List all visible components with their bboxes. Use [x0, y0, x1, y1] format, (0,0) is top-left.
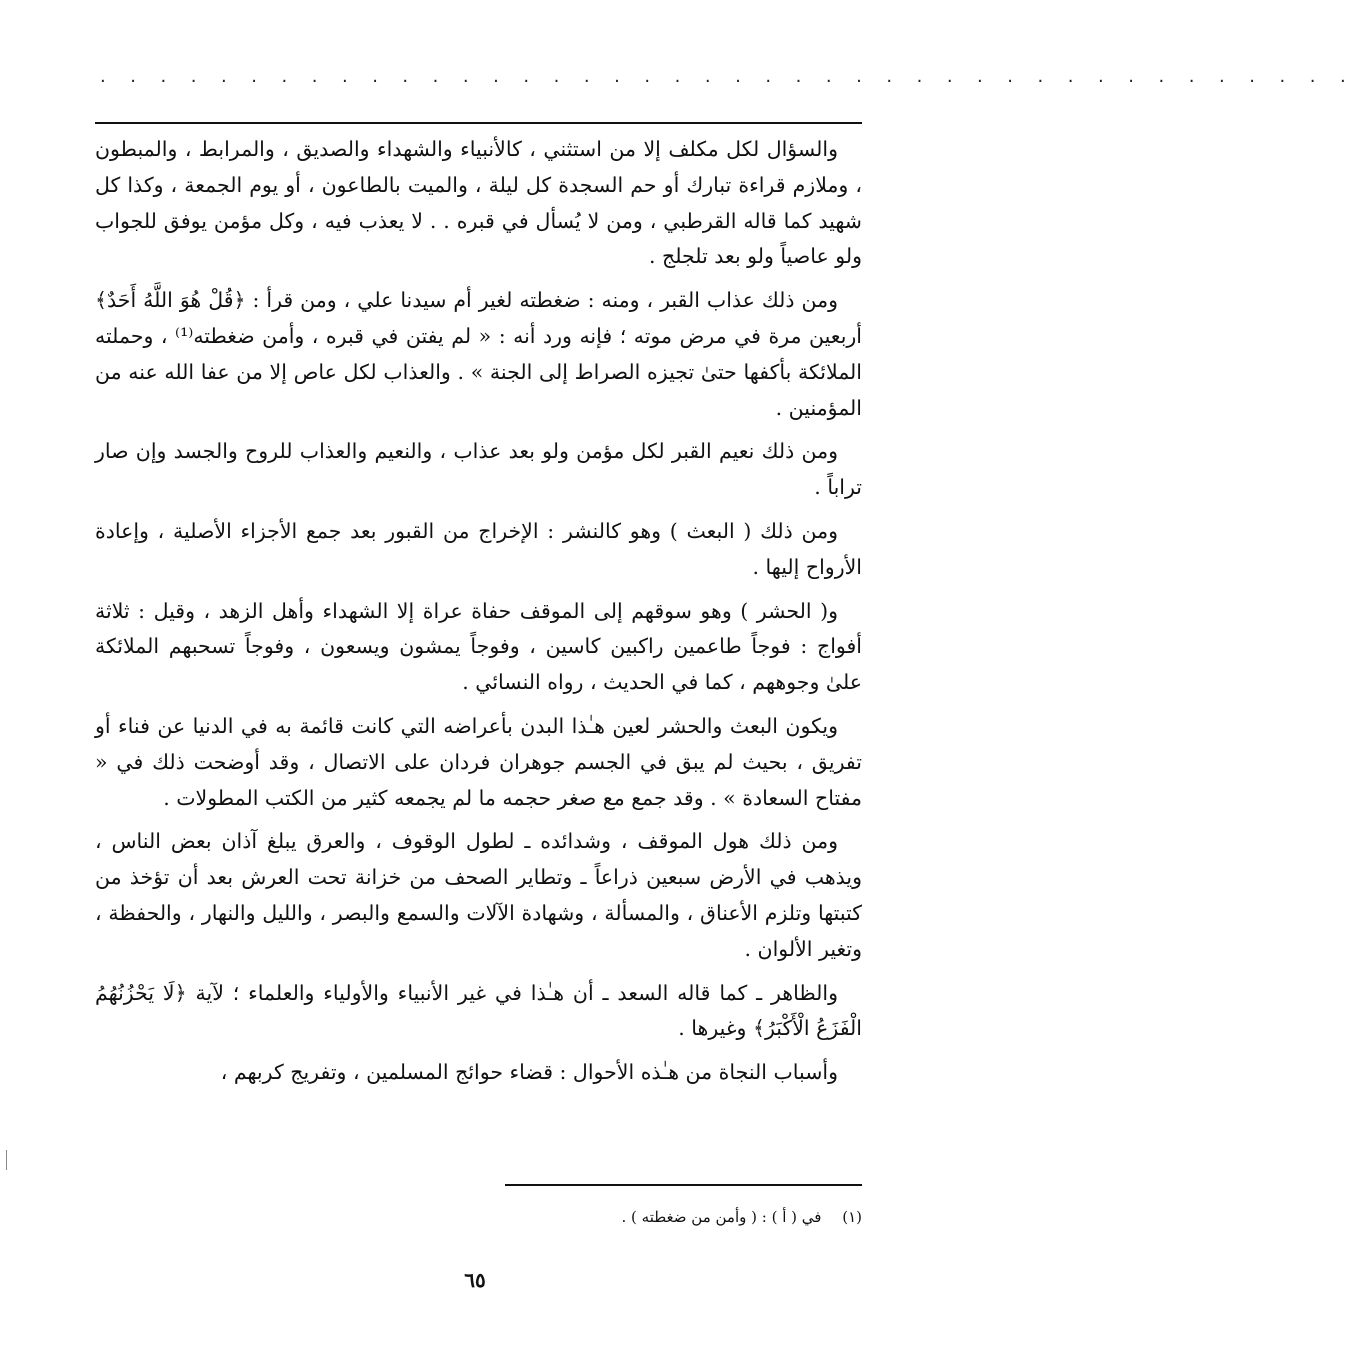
paragraph-questioning: والسؤال لكل مكلف إلا من استثني ، كالأنبياء والشهداء والصديق ، والمرابط ، والمبطون ، وملازم قراءة تبارك أو حم السجدة كل ليلة ، والميت بالطاعون ، أو يوم الجمعة ، وكذا كل شهيد كما قاله القرطبي ، ومن لا يُسأل في قبره . . لا يعذب فيه ، وكل مؤمن يوفق للجواب ولو عاصياً ولو بعد تلجلج .: [95, 137, 862, 269]
page-number: ٦٥: [464, 1268, 486, 1292]
main-text-body: [95, 132, 862, 1099]
footnote: [420, 1206, 862, 1228]
footnote-rule: [505, 1184, 862, 1186]
paragraph-grave-bliss: ومن ذلك نعيم القبر لكل مؤمن ولو بعد عذاب ، والنعيم والعذاب للروح والجسد وإن صار تراباً .: [95, 439, 862, 500]
scan-margin-mark: [6, 1150, 7, 1170]
paragraph-body-resurrection: ويكون البعث والحشر لعين هـٰذا البدن بأعراضه التي كانت قائمة به في الدنيا عن فناء أو تفريق ، بحيث لم يبق في الجسم جوهران فردان على الاتصال ، وقد أوضحت ذلك في « مفتاح السعادة » . وقد جمع مع صغر حجمه ما لم يجمعه كثير من الكتب المطولات .: [95, 713, 862, 810]
paragraph-apparent-meaning: والظاهر ـ كما قاله السعد ـ أن هـٰذا في غير الأنبياء والأولياء والعلماء ؛ لآية ﴿لَا يَحْزُنُهُمُ الْفَزَعُ الْأَكْبَرُ﴾ وغيرها .: [95, 980, 862, 1041]
paragraph-causes-of-salvation: وأسباب النجاة من هـٰذه الأحوال : قضاء حوائج المسلمين ، وتفريج كربهم ،: [220, 1060, 838, 1085]
paragraph-horrors-of-standing: ومن ذلك هول الموقف ، وشدائده ـ لطول الوقوف ، والعرق يبلغ آذان بعض الناس ، ويذهب في الأرض سبعين ذراعاً ـ وتطاير الصحف من خزانة تحت العرش بعد أن تؤخذ من كتبتها وتلزم الأعناق ، والمسألة ، وشهادة الآلات والسمع والبصر ، والليل والنهار ، والحفظة ، وتغير الألوان .: [95, 829, 862, 961]
footnote-number: (١): [842, 1208, 862, 1226]
header-rule: [95, 122, 862, 124]
paragraph-resurrection: ومن ذلك ( البعث ) وهو كالنشر : الإخراج من القبور بعد جمع الأجزاء الأصلية ، وإعادة الأرواح إليها .: [95, 518, 862, 579]
header-dotted-line: . . . . . . . . . . . . . . . . . . . . . . . . . . . . . . . . . . . . . . . . . .: [100, 66, 1355, 87]
paragraph-gathering: و( الحشر ) وهو سوقهم إلى الموقف حفاة عراة إلا الشهداء وأهل الزهد ، وقيل : ثلاثة أفواج : فوجاً طاعمين راكبين كاسين ، وفوجاً يمشون ويسعون ، وفوجاً تسحبهم الملائكة علىٰ وجوههم ، كما في الحديث ، رواه النسائي .: [95, 598, 862, 695]
footnote-text: في ( أ ) : ( وأمن من ضغطته ) .: [621, 1208, 822, 1226]
paragraph-grave-punishment: ومن ذلك عذاب القبر ، ومنه : ضغطته لغير أم سيدنا علي ، ومن قرأ : ﴿قُلْ هُوَ اللَّهُ أَحَدٌ﴾ أربعين مرة في مرض موته ؛ فإنه ورد أنه : « لم يفتن في قبره ، وأمن ضغطته⁽¹⁾ ، وحملته الملائكة بأكفها حتىٰ تجيزه الصراط إلى الجنة » . والعذاب لكل عاص إلا من عفا الله عنه من المؤمنين .: [95, 288, 862, 420]
